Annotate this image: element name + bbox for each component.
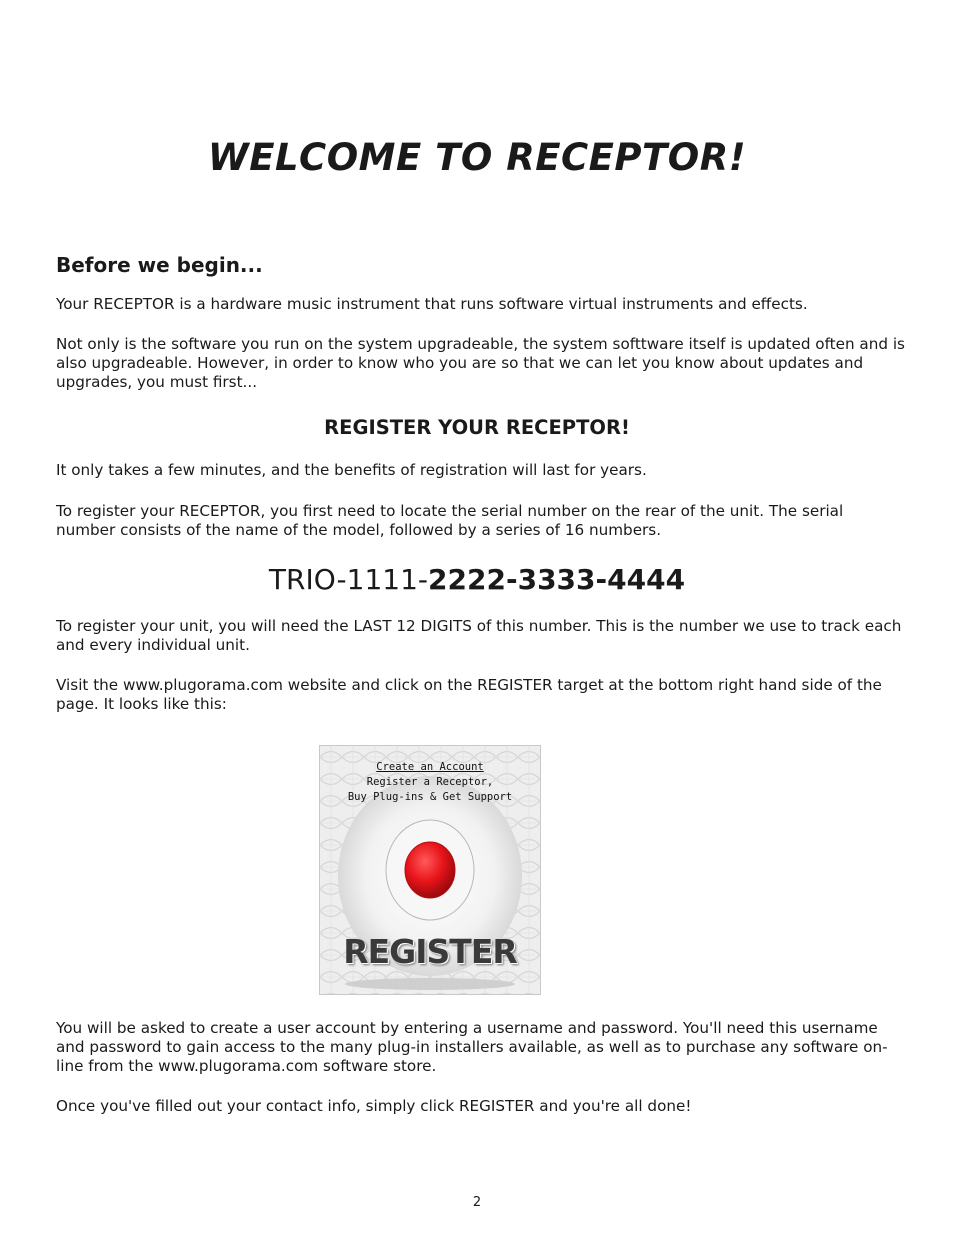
- intro-paragraph-2: Not only is the software you run on the system upgradeable, the system softtware itself is updated often and is also upgradeable. However, in order to know who you are so that we can let you know about updates and upgrades, you must first...: [56, 335, 905, 391]
- serial-prefix: TRIO-1111-: [268, 563, 429, 596]
- register-target-image: [319, 745, 541, 995]
- register-image-line-3: Buy Plug-ins & Get Support: [347, 791, 513, 803]
- page-number: 2: [472, 1195, 482, 1210]
- register-paragraph-3: To register your unit, you will need the LAST 12 DIGITS of this number. This is the number we use to track each and every individual unit.: [56, 617, 902, 654]
- serial-number-example: [0, 561, 954, 599]
- register-paragraph-2: To register your RECEPTOR, you first need to locate the serial number on the rear of the unit. The serial number consists of the name of the model, followed by a series of 16 numbers.: [56, 502, 844, 539]
- section-heading-register: REGISTER YOUR RECEPTOR!: [324, 416, 630, 439]
- serial-digits: 2222-3333-4444: [428, 563, 686, 596]
- outro-paragraph-1: You will be asked to create a user account by entering a username and password. You'll need this username and password to gain access to the many plug-in installers available, as well as to purchase any software on-line from the www.plugorama.com software store.: [56, 1019, 888, 1075]
- register-button-label[interactable]: REGISTER: [343, 932, 517, 971]
- register-paragraph-1: It only takes a few minutes, and the benefits of registration will last for years.: [56, 461, 647, 479]
- register-paragraph-4: Visit the www.plugorama.com website and click on the REGISTER target at the bottom right hand side of the page. It looks like this:: [56, 676, 882, 713]
- register-image-line-2: Register a Receptor,: [366, 776, 494, 788]
- page-title: WELCOME TO RECEPTOR!: [207, 136, 747, 179]
- intro-paragraph-1: Your RECEPTOR is a hardware music instrument that runs software virtual instruments and effects.: [56, 295, 808, 313]
- create-account-link[interactable]: Create an Account: [376, 761, 484, 773]
- outro-paragraph-2: Once you've filled out your contact info, simply click REGISTER and you're all done!: [56, 1097, 692, 1115]
- section-heading-before: Before we begin...: [56, 253, 263, 277]
